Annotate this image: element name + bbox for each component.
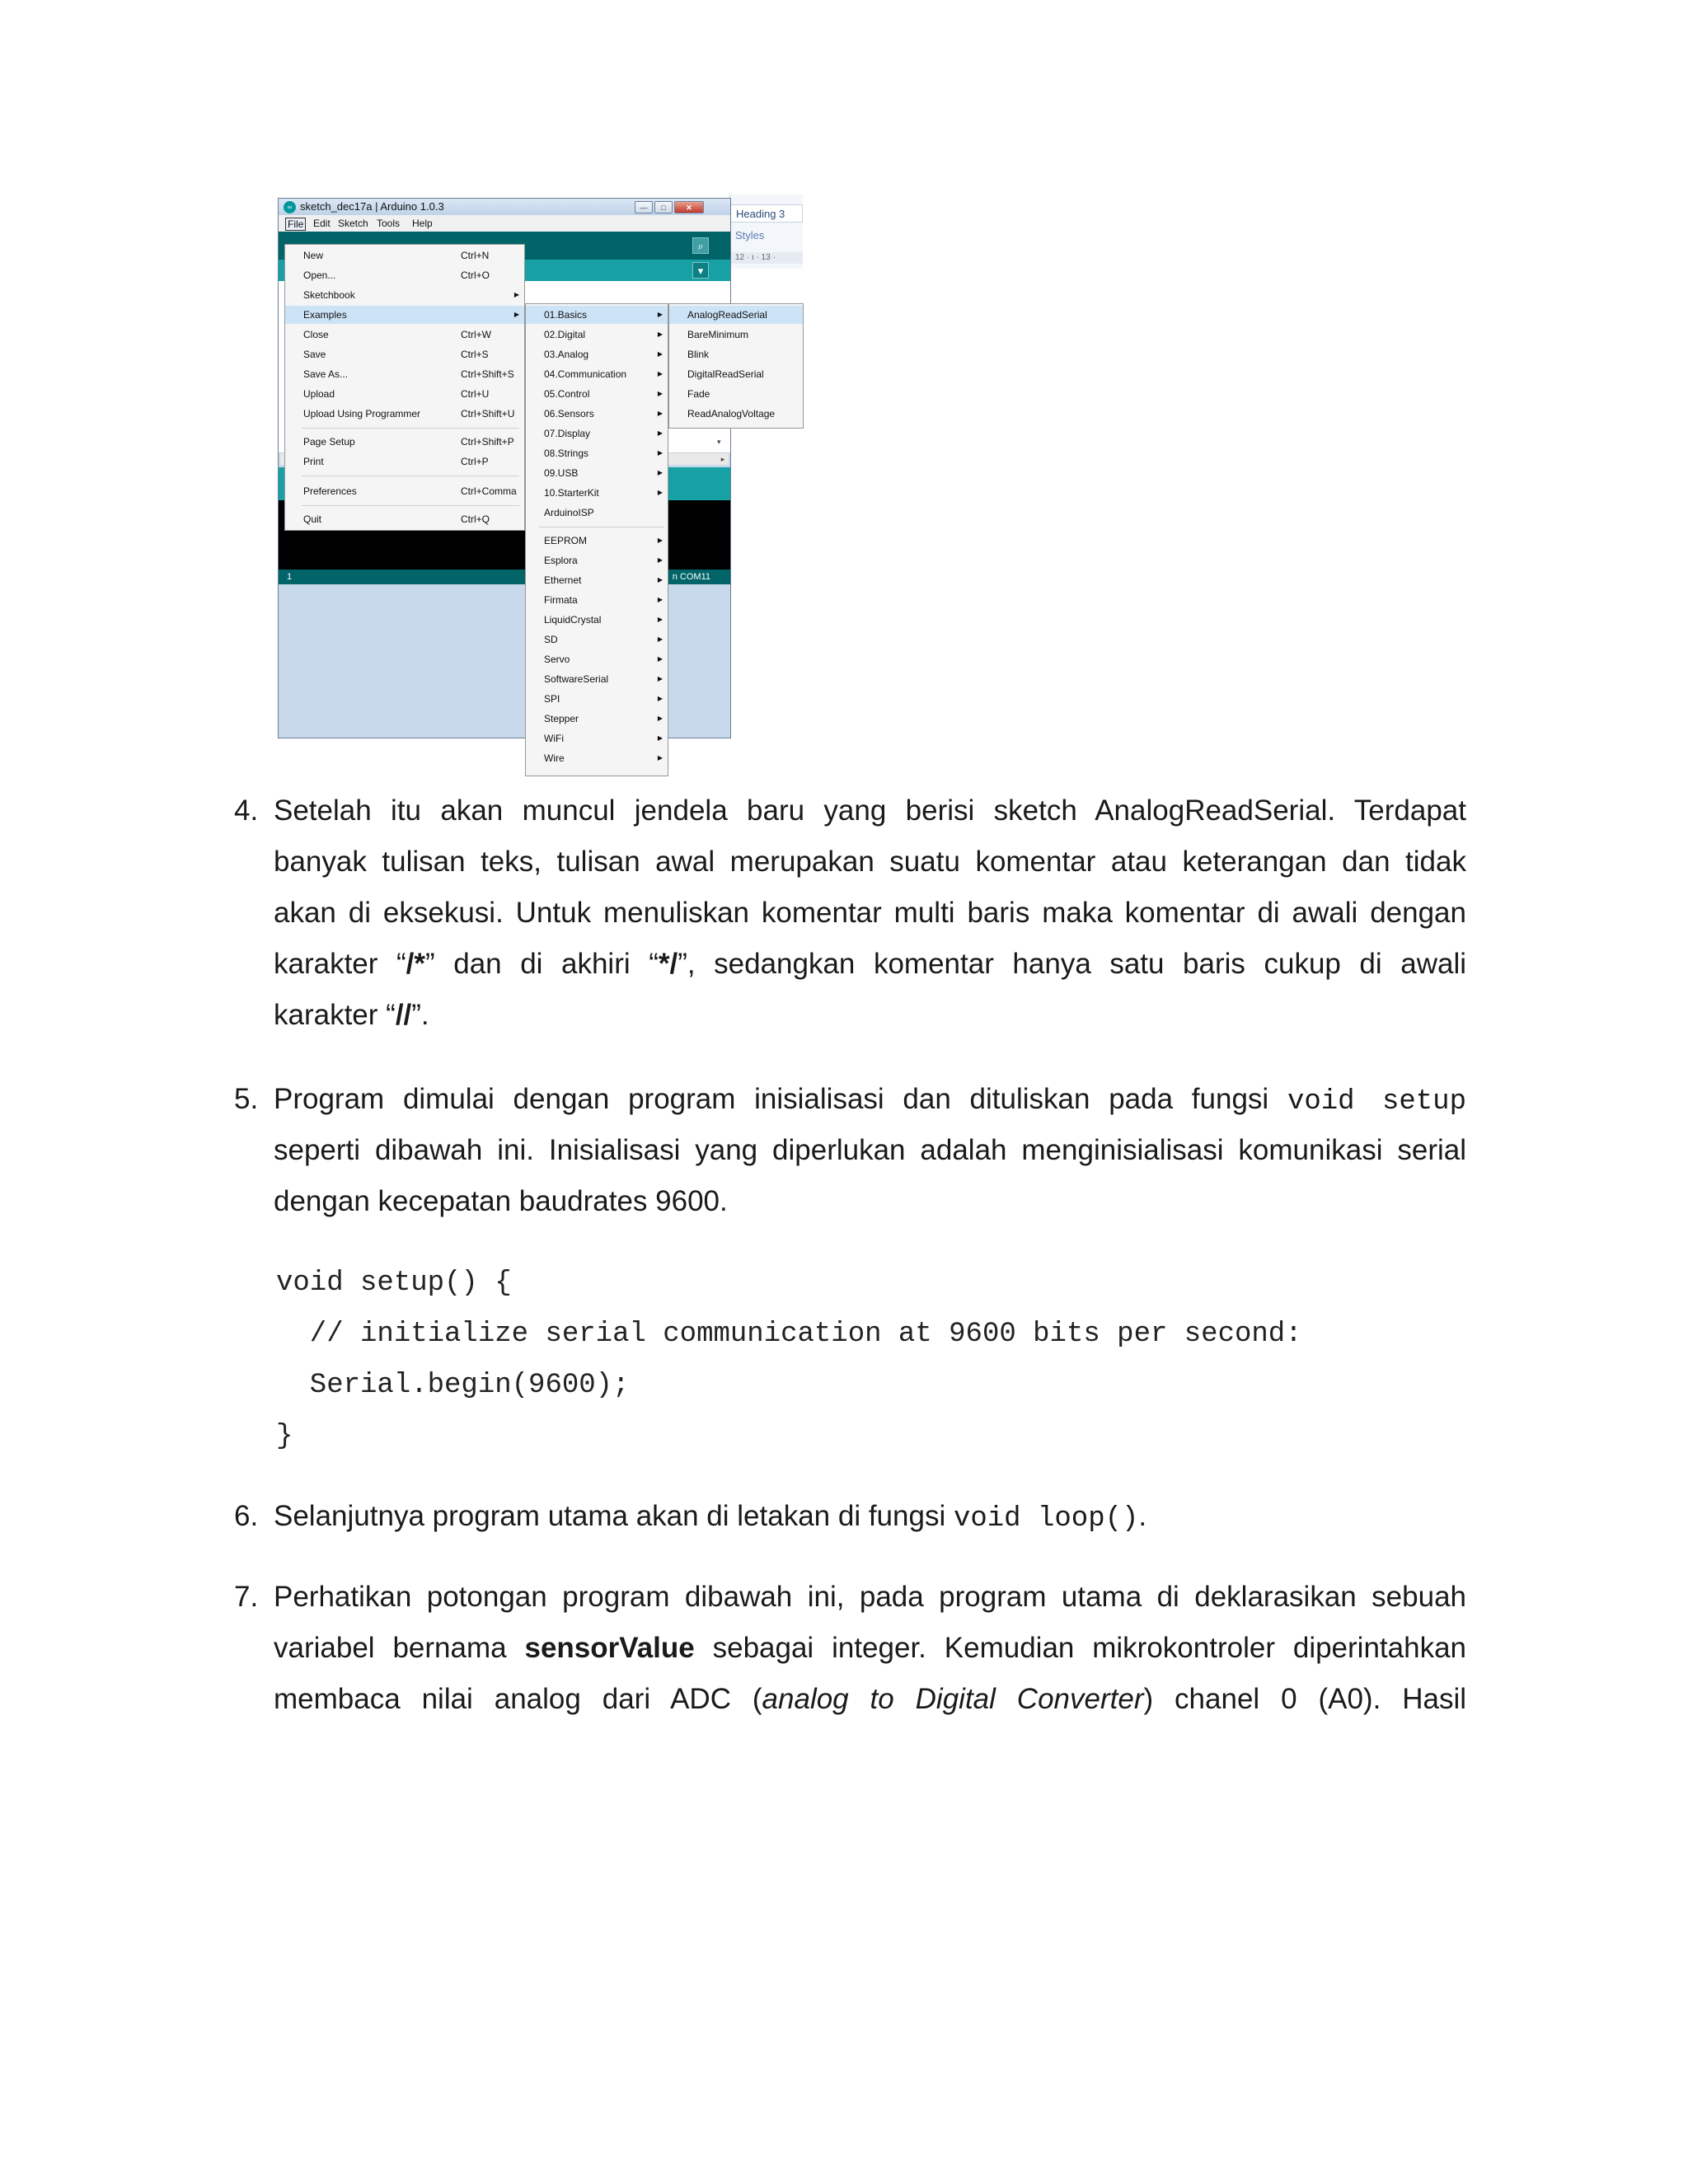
menu-label: Servo: [544, 654, 570, 665]
menu-label: Examples: [303, 309, 347, 321]
examples-item[interactable]: [526, 326, 668, 344]
menu-bar: [279, 215, 730, 232]
submenu-arrow-icon: ▶: [657, 675, 663, 682]
examples-item[interactable]: [526, 484, 668, 502]
item-number: 6.: [234, 1500, 259, 1532]
menu-shortcut: Ctrl+U: [461, 388, 490, 400]
menu-label: BareMinimum: [687, 329, 749, 340]
scroll-down-icon[interactable]: ▾: [717, 438, 721, 446]
file-menu-item[interactable]: [285, 510, 524, 528]
ruler: 12 · ı · 13 ·: [730, 252, 803, 264]
submenu-arrow-icon: ▶: [657, 469, 663, 476]
menu-label: 06.Sensors: [544, 408, 594, 419]
close-icon[interactable]: ✕: [674, 201, 704, 213]
menu-label: Open...: [303, 269, 336, 281]
text-run: ”, sedangkan komentar hanya satu baris cukup di awali: [678, 948, 1466, 980]
submenu-arrow-icon: ▶: [657, 715, 663, 722]
submenu-arrow-icon: ▶: [657, 410, 663, 417]
menu-divider: [302, 505, 519, 506]
text-run: sebagai integer. Kemudian mikrokontroler diperintahkan: [712, 1632, 1467, 1664]
menu-shortcut: Ctrl+W: [461, 329, 491, 340]
code-line: Serial.begin(9600);: [276, 1370, 630, 1401]
text-line: [274, 1074, 1466, 1125]
examples-item[interactable]: [526, 504, 668, 522]
item-text: [274, 1491, 1466, 1542]
basics-item[interactable]: [669, 326, 803, 344]
submenu-arrow-icon: ▶: [657, 537, 663, 544]
examples-item[interactable]: [526, 630, 668, 649]
text-line: [274, 1623, 1466, 1674]
menu-label: DigitalReadSerial: [687, 368, 764, 380]
menu-label: SoftwareSerial: [544, 673, 609, 685]
menu-label: 04.Communication: [544, 368, 627, 380]
examples-item-basics[interactable]: [526, 306, 668, 324]
examples-item[interactable]: [526, 591, 668, 609]
text-line: akan di eksekusi. Untuk menuliskan komentar multi baris maka komentar di awali dengan: [274, 897, 1466, 929]
file-menu-item[interactable]: [285, 433, 524, 451]
submenu-arrow-icon: ▶: [513, 311, 519, 318]
menu-shortcut: Ctrl+Shift+P: [461, 436, 514, 448]
basics-item[interactable]: [669, 405, 803, 423]
menu-label: 07.Display: [544, 428, 591, 439]
examples-item[interactable]: [526, 464, 668, 482]
text-run: ) chanel 0 (A0). Hasil: [1143, 1683, 1466, 1715]
menu-label: Save As...: [303, 368, 349, 380]
menu-shortcut: Ctrl+S: [461, 349, 489, 360]
submenu-arrow-icon: ▶: [657, 556, 663, 564]
menu-label: ReadAnalogVoltage: [687, 408, 776, 419]
menu-label: Sketchbook: [303, 289, 355, 301]
submenu-arrow-icon: ▶: [657, 429, 663, 437]
basics-item-analogreadserial[interactable]: [669, 306, 803, 324]
menu-label: Fade: [687, 388, 710, 400]
item-number: 7.: [234, 1581, 259, 1613]
basics-menu: [668, 303, 804, 429]
bold-run: //: [395, 999, 412, 1031]
basics-item[interactable]: [669, 345, 803, 363]
submenu-arrow-icon: ▶: [657, 695, 663, 702]
menu-label: WiFi: [544, 733, 564, 744]
file-menu-item[interactable]: [285, 452, 524, 471]
text-run: karakter “: [274, 999, 396, 1031]
menu-label: Ethernet: [544, 574, 582, 586]
menu-label: EEPROM: [544, 535, 588, 546]
examples-item[interactable]: [526, 405, 668, 423]
arduino-screenshot: [278, 194, 802, 771]
examples-item[interactable]: [526, 345, 668, 363]
text-line: [274, 990, 1466, 1041]
menu-label: Close: [303, 329, 329, 340]
menu-shortcut: Ctrl+Shift+U: [461, 408, 515, 419]
item-text: [274, 1572, 1466, 1725]
submenu-arrow-icon: ▶: [657, 655, 663, 663]
examples-item[interactable]: [526, 690, 668, 708]
submenu-arrow-icon: ▶: [657, 330, 663, 338]
inline-code: void loop(): [953, 1503, 1139, 1535]
file-menu-item[interactable]: [285, 365, 524, 383]
menu-label: LiquidCrystal: [544, 614, 602, 626]
text-line: Setelah itu akan muncul jendela baru yang berisi sketch AnalogReadSerial. Terdapat: [274, 794, 1466, 827]
menu-sketch[interactable]: Sketch: [338, 218, 368, 229]
examples-item[interactable]: [526, 611, 668, 629]
menu-label: Stepper: [544, 713, 579, 724]
menu-shortcut: Ctrl+Shift+S: [461, 368, 514, 380]
basics-item[interactable]: [669, 385, 803, 403]
menu-label: Upload: [303, 388, 335, 400]
submenu-arrow-icon: ▶: [657, 350, 663, 358]
examples-item[interactable]: [526, 424, 668, 443]
file-menu-item[interactable]: [285, 326, 524, 344]
item-number: 5.: [234, 1083, 259, 1115]
menu-label: ArduinoISP: [544, 507, 594, 518]
text-run: ” dan di akhiri “: [425, 948, 659, 980]
file-menu-item[interactable]: [285, 482, 524, 500]
menu-shortcut: Ctrl+O: [461, 269, 490, 281]
arduino-logo-icon: ∞: [284, 201, 296, 213]
menu-tools[interactable]: Tools: [377, 218, 401, 229]
menu-label: Upload Using Programmer: [303, 408, 421, 419]
text-run: Selanjutnya program utama akan di letakan di fungsi: [274, 1500, 946, 1532]
examples-item[interactable]: [526, 385, 668, 403]
submenu-arrow-icon: ▶: [657, 449, 663, 457]
bold-run: */: [658, 948, 678, 980]
submenu-arrow-icon: ▶: [657, 311, 663, 318]
maximize-icon[interactable]: □: [654, 201, 673, 213]
menu-label: Blink: [687, 349, 710, 360]
menu-edit[interactable]: Edit: [313, 218, 331, 229]
file-menu-item-examples[interactable]: [285, 306, 524, 324]
title-bar: [279, 199, 730, 215]
submenu-arrow-icon: ▶: [657, 635, 663, 643]
file-menu-item[interactable]: [285, 405, 524, 423]
styles-label: Styles: [735, 229, 765, 241]
menu-label: 03.Analog: [544, 349, 589, 360]
bold-run: /*: [406, 948, 426, 980]
examples-item[interactable]: [526, 551, 668, 569]
file-menu-item[interactable]: [285, 266, 524, 284]
italic-run: analog to Digital Converter: [762, 1683, 1144, 1715]
menu-label: SPI: [544, 693, 560, 705]
minimize-icon[interactable]: —: [635, 201, 653, 213]
menu-label: SD: [544, 634, 558, 645]
examples-item[interactable]: [526, 532, 668, 550]
examples-item[interactable]: [526, 729, 668, 748]
examples-item[interactable]: [526, 365, 668, 383]
inline-code: void setup: [1287, 1086, 1466, 1118]
menu-shortcut: Ctrl+Comma: [461, 485, 517, 497]
submenu-arrow-icon: ▶: [657, 596, 663, 603]
submenu-arrow-icon: ▶: [657, 576, 663, 583]
menu-label: Print: [303, 456, 324, 467]
line-number: 1: [287, 572, 293, 582]
text-run: membaca nilai analog dari ADC (: [274, 1683, 762, 1715]
file-menu-item[interactable]: [285, 345, 524, 363]
file-menu-item[interactable]: [285, 286, 524, 304]
code-line: }: [276, 1421, 293, 1452]
text-run: karakter “: [274, 948, 406, 980]
menu-label: Esplora: [544, 555, 578, 566]
menu-file[interactable]: File: [285, 218, 306, 231]
text-run: .: [1138, 1500, 1147, 1532]
examples-item[interactable]: [526, 710, 668, 728]
menu-label: Firmata: [544, 594, 578, 606]
text-line: [274, 1491, 1466, 1542]
text-run: variabel bernama: [274, 1632, 507, 1664]
menu-shortcut: Ctrl+N: [461, 250, 490, 261]
item-text: [274, 1074, 1466, 1227]
examples-menu: [525, 303, 668, 776]
submenu-arrow-icon: ▶: [657, 734, 663, 742]
submenu-arrow-icon: ▶: [657, 616, 663, 623]
menu-label: New: [303, 250, 324, 261]
menu-label: Preferences: [303, 485, 357, 497]
menu-help[interactable]: Help: [412, 218, 433, 229]
port-label: n COM11: [672, 572, 710, 582]
file-menu: [284, 244, 525, 531]
code-line: void setup() {: [276, 1268, 512, 1299]
menu-label: 08.Strings: [544, 448, 589, 459]
examples-item[interactable]: [526, 670, 668, 688]
menu-label: 02.Digital: [544, 329, 586, 340]
submenu-arrow-icon: ▶: [657, 370, 663, 377]
text-line: Perhatikan potongan program dibawah ini, pada program utama di deklarasikan sebuah: [274, 1581, 1466, 1613]
menu-label: 09.USB: [544, 467, 579, 479]
menu-label: AnalogReadSerial: [687, 309, 767, 321]
text-line: banyak tulisan teks, tulisan awal merupakan suatu komentar atau keterangan dan tidak: [274, 846, 1466, 878]
submenu-arrow-icon: ▶: [657, 489, 663, 496]
search-icon[interactable]: ⌕: [692, 237, 709, 254]
text-line: [274, 939, 1466, 990]
window-title: sketch_dec17a | Arduino 1.0.3: [300, 200, 444, 213]
submenu-arrow-icon: ▶: [657, 754, 663, 762]
menu-divider: [302, 428, 519, 429]
menu-label: 05.Control: [544, 388, 590, 400]
menu-label: 10.StarterKit: [544, 487, 599, 499]
text-line: [274, 1674, 1466, 1725]
text-line: seperti dibawah ini. Inisialisasi yang diperlukan adalah menginisialisasi komunikasi serial: [274, 1134, 1466, 1166]
word-styles-panel: [729, 194, 803, 269]
menu-label: Page Setup: [303, 436, 355, 448]
submenu-arrow-icon: ▶: [657, 390, 663, 397]
file-menu-item[interactable]: [285, 385, 524, 403]
examples-item[interactable]: [526, 571, 668, 589]
code-line: // initialize serial communication at 9600 bits per second:: [276, 1319, 1302, 1350]
bold-run: sensorValue: [524, 1632, 695, 1664]
examples-item[interactable]: [526, 749, 668, 767]
tab-menu-icon[interactable]: ▾: [692, 262, 709, 279]
item-number: 4.: [234, 794, 259, 827]
text-line: dengan kecepatan baudrates 9600.: [274, 1185, 728, 1217]
menu-label: 01.Basics: [544, 309, 588, 321]
scroll-right-icon[interactable]: ▸: [720, 455, 725, 463]
menu-label: Save: [303, 349, 326, 360]
heading-3-style[interactable]: Heading 3: [730, 204, 803, 223]
examples-item[interactable]: [526, 444, 668, 462]
submenu-arrow-icon: ▶: [513, 291, 519, 298]
examples-item[interactable]: [526, 650, 668, 668]
menu-label: Quit: [303, 513, 322, 525]
menu-label: Wire: [544, 752, 565, 764]
item-text: [274, 785, 1466, 1041]
menu-shortcut: Ctrl+P: [461, 456, 489, 467]
code-block: [276, 1258, 1302, 1462]
basics-item[interactable]: [669, 365, 803, 383]
text-run: Program dimulai dengan program inisialisasi dan dituliskan pada fungsi: [274, 1083, 1269, 1115]
file-menu-item[interactable]: [285, 246, 524, 265]
text-run: ”.: [411, 999, 429, 1031]
menu-shortcut: Ctrl+Q: [461, 513, 490, 525]
